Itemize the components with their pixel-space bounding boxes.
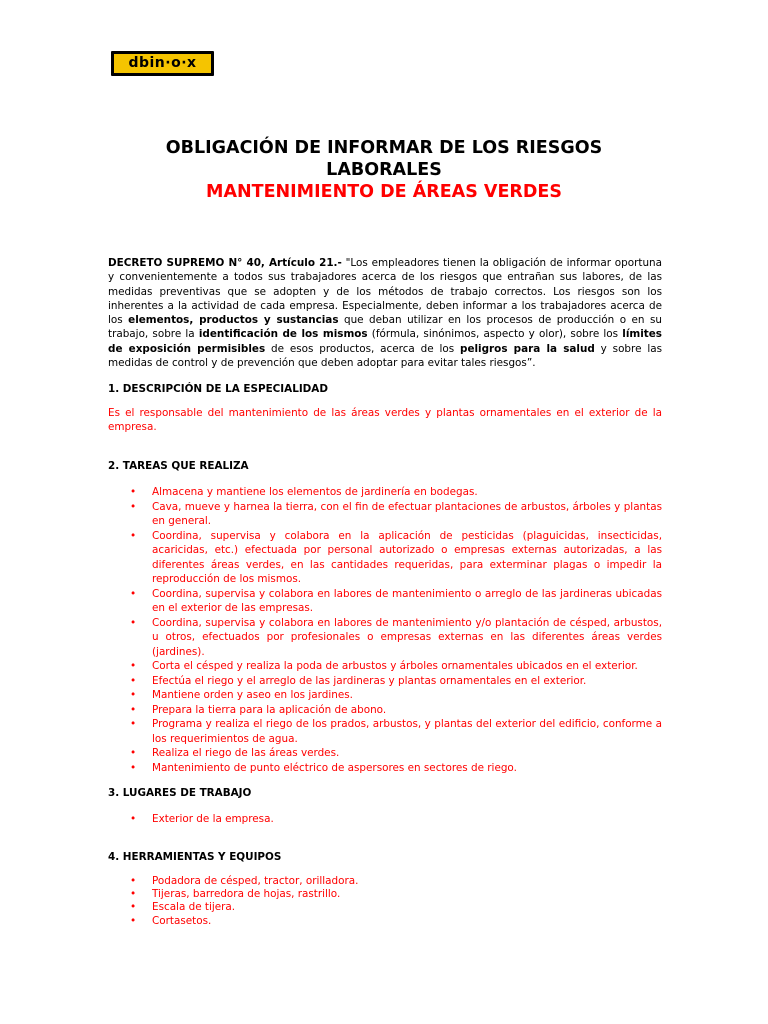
list-item-text: Podadora de césped, tractor, orilladora. xyxy=(152,875,359,887)
list-item-text: Cava, mueve y harnea la tierra, con el fin de efectuar plantaciones de arbustos, árboles y plantas en general. xyxy=(152,500,662,527)
list-item xyxy=(130,915,662,928)
list-item xyxy=(130,717,662,746)
list-item-text: Prepara la tierra para la aplicación de abono. xyxy=(152,703,387,716)
intro-text-4: de esos productos, acerca de los xyxy=(265,342,461,355)
decree-reference: DECRETO SUPREMO N° 40, Artículo 21.- xyxy=(108,257,342,269)
title-line-1: OBLIGACIÓN DE INFORMAR DE LOS RIESGOS xyxy=(165,138,603,158)
intro-text-1: "Los empleadores tienen la obligación de informar oportuna y convenientemente a todos sus trabajadores acerca de los riesgos que entrañan sus labores, de las medidas preventivas que se adopten y de los métodos de trabajo correctos. Los riesgos son los inherentes a la actividad de cada empresa. Especialmente, deben informar a los trabajadores acerca de los xyxy=(108,257,662,327)
list-item-text: Corta el césped y realiza la poda de arbustos y árboles ornamentales ubicados en el exterior. xyxy=(152,660,638,672)
bullet-icon: • xyxy=(130,529,137,542)
list-item-text: Efectúa el riego y el arreglo de las jardineras y plantas ornamentales en el exterior. xyxy=(152,674,587,687)
list-item xyxy=(130,901,662,914)
bullet-icon: • xyxy=(130,689,137,701)
bullet-icon: • xyxy=(130,486,137,498)
list-item xyxy=(130,485,662,500)
intro-bold-2: identificación de los mismos xyxy=(198,328,368,341)
bullet-icon: • xyxy=(130,888,137,901)
bullet-icon: • xyxy=(130,500,137,513)
bullet-icon: • xyxy=(130,674,137,687)
tasks-list xyxy=(130,485,662,775)
bullet-icon: • xyxy=(130,914,137,927)
bullet-icon: • xyxy=(130,747,137,759)
bullet-icon: • xyxy=(130,761,137,774)
intro-text-5: y sobre las medidas de control y de prevención que deben adoptar para evitar tales riesgos”. xyxy=(108,342,662,370)
bullet-icon: • xyxy=(130,875,137,887)
list-item xyxy=(130,888,662,901)
logo-text: dbin·o·x xyxy=(114,54,211,73)
list-item xyxy=(130,674,662,689)
list-item xyxy=(130,500,662,529)
list-item-text: Coordina, supervisa y colabora en la aplicación de pesticidas (plaguicidas, insecticidas, acaricidas, etc.) efectuada por personal autorizado o empresas externas autorizadas, a las diferentes áreas verdes, en las cantidades requeridas, para exterminar plagas o impedir la reproducción de los mismos. xyxy=(152,529,662,585)
list-item-text: Mantenimiento de punto eléctrico de aspersores en sectores de riego. xyxy=(152,761,517,774)
bullet-icon: • xyxy=(130,901,137,914)
bullet-icon: • xyxy=(130,703,137,716)
intro-bold-3: límites de exposición permisibles xyxy=(108,328,662,355)
list-item xyxy=(130,761,662,776)
list-item-text: Mantiene orden y aseo en los jardines. xyxy=(152,689,353,701)
list-item xyxy=(130,688,662,703)
list-item xyxy=(130,587,662,616)
intro-text-3: (fórmula, sinónimos, aspecto y olor), sobre los xyxy=(367,328,623,341)
list-item xyxy=(130,746,662,761)
list-item-text: Almacena y mantiene los elementos de jardinería en bodegas. xyxy=(152,486,478,498)
bullet-icon: • xyxy=(130,660,137,672)
intro-text-2: que deban utilizar en los procesos de producción o en su trabajo, sobre la xyxy=(108,314,662,341)
bullet-icon: • xyxy=(130,813,137,825)
section-3-heading: 3. LUGARES DE TRABAJO xyxy=(108,787,252,799)
intro-bold-4: peligros para la salud xyxy=(460,342,595,355)
list-item xyxy=(130,616,662,660)
title-subtitle: MANTENIMIENTO DE ÁREAS VERDES xyxy=(206,182,562,202)
list-item-text: Coordina, supervisa y colabora en labores de mantenimiento o arreglo de las jardineras ubicadas en el exterior de las empresas. xyxy=(152,587,662,614)
intro-bold-1: elementos, productos y sustancias xyxy=(128,314,339,327)
intro-paragraph xyxy=(108,256,662,370)
bullet-icon: • xyxy=(130,718,137,730)
bullet-icon: • xyxy=(130,587,137,600)
list-item-text: Escala de tijera. xyxy=(152,901,236,914)
list-item-text: Exterior de la empresa. xyxy=(152,813,274,825)
dbinox-logo xyxy=(111,51,214,76)
list-item-text: Cortasetos. xyxy=(152,914,212,927)
bullet-icon: • xyxy=(130,616,137,629)
list-item-text: Coordina, supervisa y colabora en labores de mantenimiento y/o plantación de césped, arbustos, u otros, efectuados por profesionales o empresas externas en las diferentes áreas verdes (jardines). xyxy=(152,616,662,658)
list-item xyxy=(130,659,662,674)
title-line-2: LABORALES xyxy=(326,160,442,180)
section-4-heading: 4. HERRAMIENTAS Y EQUIPOS xyxy=(108,851,282,863)
section-2-heading: 2. TAREAS QUE REALIZA xyxy=(108,460,249,472)
list-item-text: Programa y realiza el riego de los prados, arbustos, y plantas del exterior del edificio, conforme a los requerimientos de agua. xyxy=(152,718,662,745)
document-title xyxy=(108,137,660,203)
list-item xyxy=(130,812,662,827)
section-1-heading: 1. DESCRIPCIÓN DE LA ESPECIALIDAD xyxy=(108,383,328,395)
list-item-text: Realiza el riego de las áreas verdes. xyxy=(152,747,340,759)
list-item-text: Tijeras, barredora de hojas, rastrillo. xyxy=(152,888,341,901)
workplaces-list xyxy=(130,812,662,827)
list-item xyxy=(130,703,662,718)
list-item xyxy=(130,875,662,888)
section-1-description: Es el responsable del mantenimiento de las áreas verdes y plantas ornamentales en el exterior de la empresa. xyxy=(108,407,662,434)
tools-list xyxy=(130,875,662,928)
list-item xyxy=(130,529,662,587)
